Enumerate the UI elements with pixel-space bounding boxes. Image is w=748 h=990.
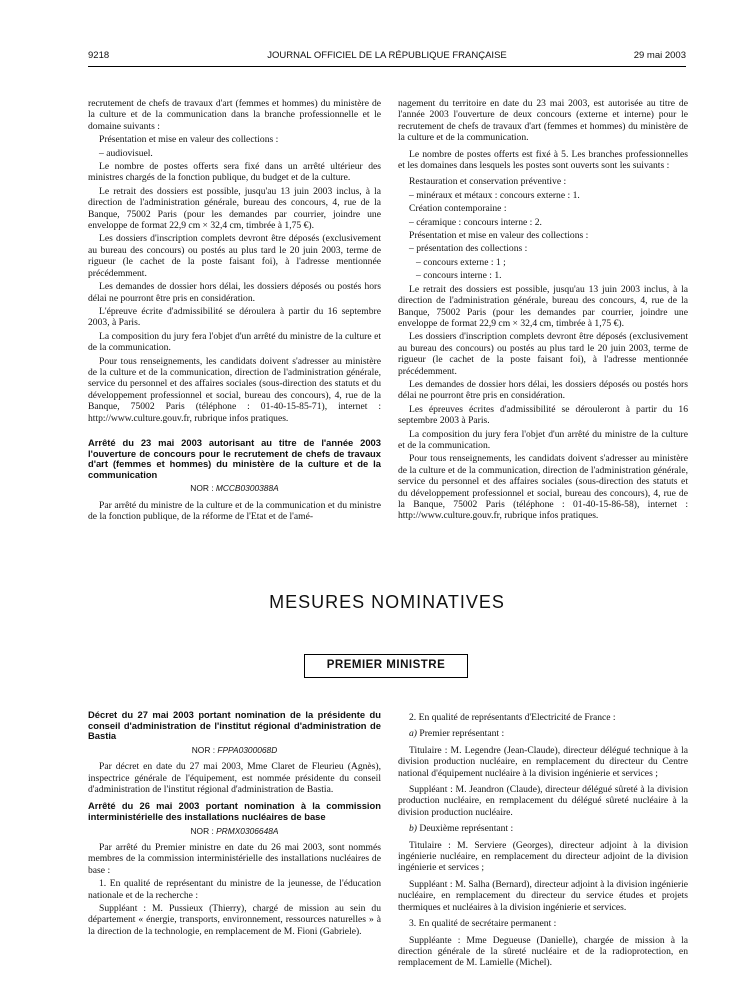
item-text: Premier représentant : <box>419 728 505 740</box>
nor-label: NOR : <box>190 825 214 836</box>
issue-date: 29 mai 2003 <box>633 50 686 61</box>
header-rule <box>88 66 686 67</box>
paragraph: Le nombre de postes offerts est fixé à 5. Les branches professionnelles et les domaines dans lesquels les postes sont ouverts sont les suivants : <box>398 148 688 172</box>
paragraph: Création contemporaine : <box>409 203 507 215</box>
list-item: – céramique : concours interne : 2. <box>409 216 542 228</box>
list-item: – concours externe : 1 ; <box>416 256 506 268</box>
section-title: MESURES NOMINATIVES <box>269 592 505 612</box>
paragraph: Par arrêté du Premier ministre en date du 26 mai 2003, sont nommés membres de la commission interministérielle des installations nucléaires de base : <box>88 842 381 876</box>
paragraph: La composition du jury fera l'objet d'un arrêté du ministre de la culture et de la communication. <box>398 428 688 451</box>
paragraph: Pour tous renseignements, les candidats doivent s'adresser au ministère de la culture et de la communication, direction de l'administration générale, service du personnel et des affaires sociales (sous-direction des statuts et du développement professionnel et social, bureau des concours), 4, rue de la Banque, 75002 Paris (téléphone : 01-40-15-86-58), internet : http://www.culture.gouv.fr, rubrique infos pratiques. <box>398 453 688 522</box>
page-header <box>88 50 686 64</box>
paragraph: L'épreuve écrite d'admissibilité se déroulera à partir du 16 septembre 2003, à Paris. <box>88 305 381 329</box>
paragraph: nagement du territoire en date du 23 mai 2003, est autorisée au titre de l'année 2003 l'ouverture de deux concours (externe et interne) pour le recrutement de chefs de travaux d'art (femmes et hommes) du ministère de la culture et de la communication. <box>398 98 688 144</box>
nor-reference <box>88 745 381 756</box>
nor-code: PRMX0306648A <box>216 825 279 836</box>
arrete-title: Arrêté du 26 mai 2003 portant nomination à la commission interministérielle des installations nucléaires de base <box>88 800 381 822</box>
list-item: – minéraux et métaux : concours externe : 1. <box>409 189 580 201</box>
paragraph: Les épreuves écrites d'admissibilité se dérouleront à partir du 16 septembre 2003 à Paris. <box>398 403 688 427</box>
paragraph: Titulaire : M. Legendre (Jean-Claude), directeur délégué technique à la division production nucléaire, en remplacement du directeur du Centre national d'équipement nucléaire à la division ingénierie et services ; <box>398 744 688 779</box>
paragraph: Restauration et conservation préventive : <box>409 176 567 188</box>
journal-title: JOURNAL OFFICIEL DE LA RÉPUBLIQUE FRANÇAISE <box>267 50 507 61</box>
paragraph: Suppléant : M. Jeandron (Claude), directeur délégué sûreté à la division production nucléaire, en remplacement du délégué sûreté nucléaire à la division production nucléaire. <box>398 784 688 818</box>
nor-label: NOR : <box>190 483 214 494</box>
paragraph: Titulaire : M. Serviere (Georges), directeur adjoint à la division ingénierie nucléaire, en remplacement du directeur adjoint de la division ingénierie et services ; <box>398 839 688 874</box>
top-left-column <box>88 98 381 525</box>
paragraph: Par arrêté du ministre de la culture et de la communication et du ministre de la fonction publique, de la réforme de l'Etat et de l'amé- <box>88 499 381 523</box>
top-right-column <box>398 98 688 524</box>
paragraph: Les dossiers d'inscription complets devront être déposés (exclusivement au bureau des concours) ou postés au plus tard le 20 juin 2003, terme de rigueur (le cachet de la poste faisant foi), à l'adresse mentionnée précédemment. <box>398 331 688 377</box>
decret-title: Décret du 27 mai 2003 portant nomination de la présidente du conseil d'administration de l'institut régional d'administration de Bastia <box>88 709 381 742</box>
item-text: Deuxième représentant : <box>419 823 514 835</box>
bottom-right-column <box>398 712 688 971</box>
paragraph: recrutement de chefs de travaux d'art (femmes et hommes) du ministère de la culture et de la communication dans la branche professionnelle et le domaine suivants : <box>88 98 381 132</box>
page-number: 9218 <box>88 50 110 61</box>
paragraph: Présentation et mise en valeur des collections : <box>409 230 589 242</box>
paragraph: Suppléante : Mme Degueuse (Danielle), chargée de mission à la direction générale de la sûreté nucléaire et de la radioprotection, en remplacement de M. Lamielle (Michel). <box>398 934 688 969</box>
arrete-title: Arrêté du 23 mai 2003 autorisant au titre de l'année 2003 l'ouverture de concours pour le recrutement de chefs de travaux d'art (femmes et hommes) du ministère de la culture et de la communication <box>88 436 381 480</box>
paragraph: La composition du jury fera l'objet d'un arrêté du ministre de la culture et de la communication. <box>88 330 381 354</box>
paragraph: Présentation et mise en valeur des collections : <box>99 134 279 146</box>
paragraph: Les dossiers d'inscription complets devront être déposés (exclusivement au bureau des concours) ou postés au plus tard le 20 juin 2003, terme de rigueur (le cachet de la poste faisant foi), à l'adresse mentionnée précédemment. <box>88 233 381 279</box>
nor-reference <box>88 483 381 494</box>
paragraph <box>398 728 688 739</box>
paragraph: Les demandes de dossier hors délai, les dossiers déposés ou postés hors délai ne pourront être pris en considération. <box>88 281 381 304</box>
paragraph: Par décret en date du 27 mai 2003, Mme Claret de Fleurieu (Agnès), inspectrice générale de l'équipement, est nommée présidente du conseil d'administration de l'institut régional d'administration de Bastia. <box>88 761 381 795</box>
list-item: – présentation des collections : <box>409 243 528 255</box>
list-item: – audiovisuel. <box>99 147 153 159</box>
paragraph: Le retrait des dossiers est possible, jusqu'au 13 juin 2003 inclus, à la direction de l'administration générale, bureau des concours, 4, rue de la Banque, 75002 Paris (pour les demandes par courrier, joindre une enveloppe de format 22,9 cm × 32,4 cm, timbrée à 1,75 €). <box>398 283 688 329</box>
nor-label: NOR : <box>191 744 216 755</box>
paragraph: Le retrait des dossiers est possible, jusqu'au 13 juin 2003 inclus, à la direction de l'administration générale, bureau des concours, 4, rue de la Banque, 75002 Paris (pour les demandes par courrier, joindre une enveloppe de format 22,9 cm × 32,4 cm, timbrée à 1,75 €). <box>88 185 381 232</box>
paragraph <box>398 823 688 834</box>
paragraph: Suppléant : M. Salha (Bernard), directeur adjoint à la division ingénierie nucléaire, en remplacement du directeur du service études et projets thermiques et nucléaires à la division ingénierie et services. <box>398 878 688 913</box>
list-item: – concours interne : 1. <box>416 270 502 282</box>
item-letter: a) <box>409 728 417 740</box>
paragraph: 3. En qualité de secrétaire permanent : <box>409 918 557 930</box>
nor-reference <box>88 826 381 837</box>
paragraph: 1. En qualité de représentant du ministre de la jeunesse, de l'éducation nationale et de la recherche : <box>88 878 381 901</box>
ministry-box: PREMIER MINISTRE <box>304 654 468 678</box>
paragraph: Pour tous renseignements, les candidats doivent s'adresser au ministère de la culture et de la communication, direction de l'administration générale, service du personnel et des affaires sociales (sous-direction des statuts et du développement professionnel et social, bureau des concours), 4, rue de la Banque, 75002 Paris (téléphone : 01-40-15-85-71), internet : http://www.culture.gouv.fr, rubrique infos pratiques. <box>88 355 381 424</box>
nor-code: FPPA0300068D <box>217 744 278 755</box>
nor-code: MCCB0300388A <box>215 483 279 494</box>
paragraph: Suppléant : M. Pussieux (Thierry), chargé de mission au sein du département « énergie, transports, environnement, ressources naturelles » à la direction de la technologie, en remplacement de M. Fioni (Gabriele). <box>88 903 381 937</box>
paragraph: Les demandes de dossier hors délai, les dossiers déposés ou postés hors délai ne pourront être pris en considération. <box>398 378 688 402</box>
paragraph: 2. En qualité de représentants d'Electricité de France : <box>409 712 616 723</box>
item-letter: b) <box>409 823 417 835</box>
paragraph: Le nombre de postes offerts sera fixé dans un arrêté ultérieur des ministres chargés de la fonction publique, du budget et de la culture. <box>88 161 381 184</box>
bottom-left-column <box>88 710 381 939</box>
